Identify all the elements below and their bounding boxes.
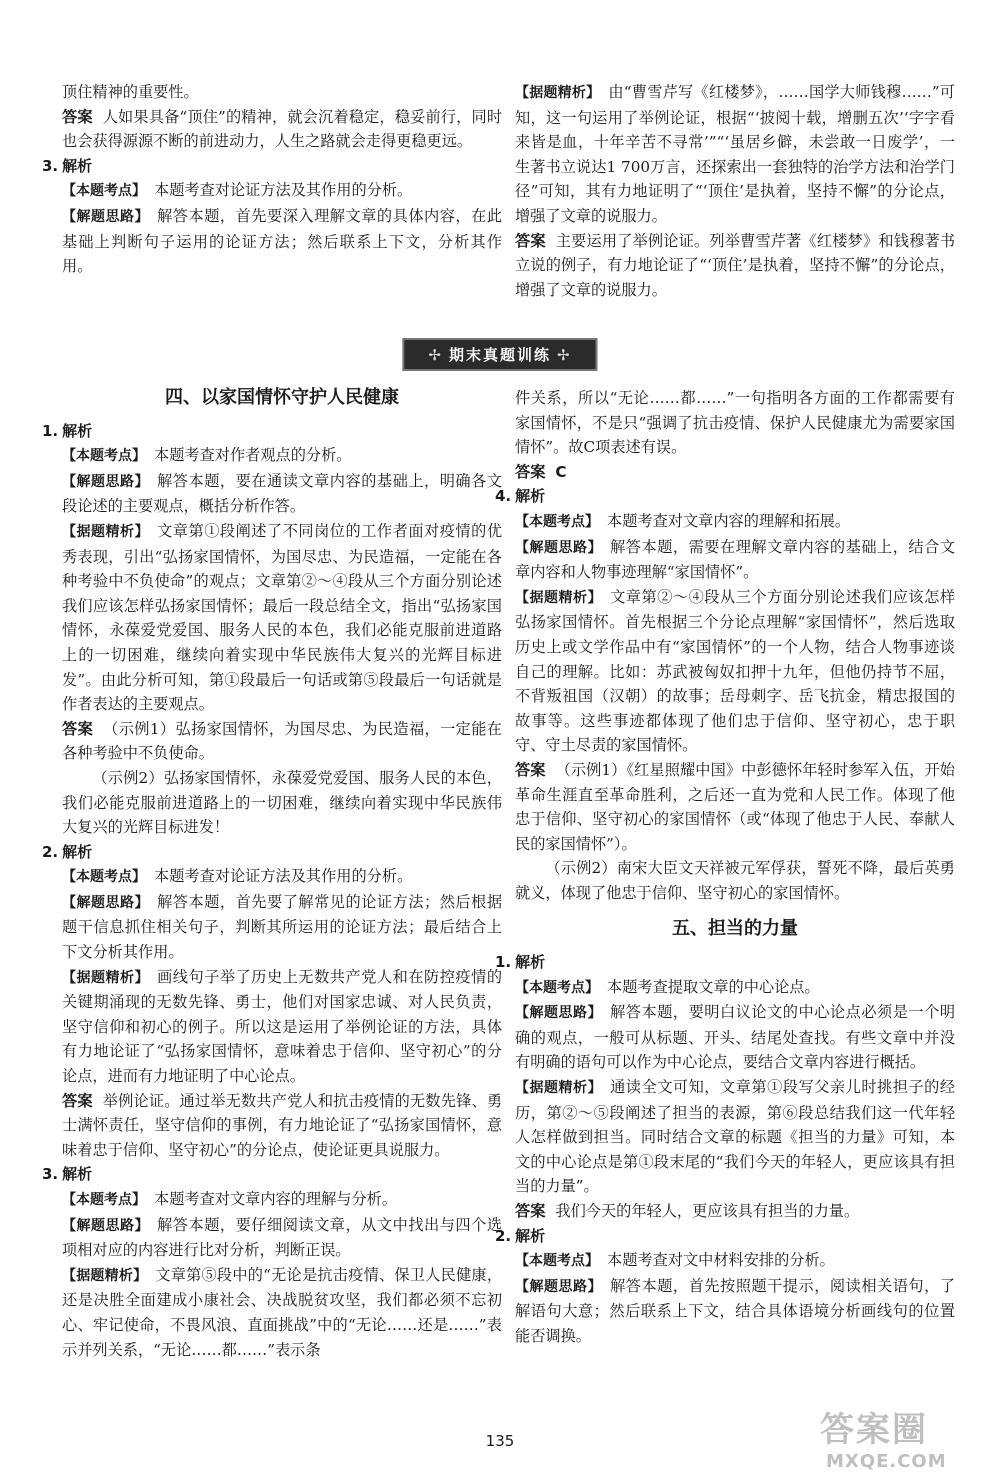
answer-example: （示例2）弘扬家国情怀，永葆爱党爱国、服务人民的本色，我们必能克服前进道路上的一切困难，继续向着实现中华民族伟大复兴的光辉目标进发！ (62, 768, 502, 837)
question-heading: 3. 解析 (42, 156, 93, 175)
solving-idea: 【解题思路】 解答本题，要仔细阅读文章，从文中找出与四个选项相对应的内容进行比对分析，判断正误。 (62, 1215, 503, 1260)
watermark-sub: MXQE.COM (826, 1451, 947, 1472)
lower-left-column (42, 380, 503, 1362)
key-point: 【本题考点】 本题考查对文章内容的理解和拓展。 (515, 511, 850, 530)
page-number: 135 (485, 1432, 515, 1450)
analysis-detail: 【据题精析】 由“曹雪芹写《红楼梦》，……国学大师钱穆……”可知，这一句运用了举例论证，根据“‘披阅十载，增删五次’‘字字看来皆是血，十年辛苦不寻常’”“‘虽居乡僻，未尝敢一日废学’，一生著书立说达1 700万言，还探索出一套独特的治学方法和治学门径”可知，其有力地证明了“‘顶住’是执着，坚持不懈”的分论点，增强了文章的说服力。 (515, 83, 955, 225)
continued-text: 件关系，所以“无论……都……”一句指明各方面的工作都需要有家国情怀，不是只“强调了抗击疫情、保护人民健康尤为需要家国情怀”。故C项表述有误。 (515, 389, 955, 457)
key-point: 【本题考点】 本题考查对论证方法及其作用的分析。 (62, 181, 413, 200)
answer-text: 人如果具备“顶住”的精神，就会沉着稳定，稳妥前行，同时也会获得源源不断的前进动力，人生之路就会走得更稳更远。 (62, 107, 503, 151)
answer-paragraph: 答案 C (515, 462, 567, 481)
watermark (820, 1402, 947, 1472)
question-heading: 4. 解析 (495, 487, 546, 506)
analysis-detail: 【据题精析】 画线句子举了历史上无数共产党人和在防控疫情的关键期涌现的无数先锋、勇士，他们对国家忠诚、对人民负责，坚守信仰和初心的例子。所以这是运用了举例论证的方法，具体有力地论证了“弘扬家国情怀，意味着忠于信仰、坚守初心”的分论点，进而有力地证明了中心论点。 (62, 967, 503, 1086)
section-banner: ✢ 期末真题训练 ✢ (402, 338, 597, 371)
key-point: 【本题考点】 本题考查对文中材料安排的分析。 (515, 1251, 835, 1270)
solving-idea: 【解题思路】 解答本题，要在通读文章内容的基础上，明确各文段论述的主要观点，概括分析作答。 (62, 471, 503, 516)
answer-paragraph: 答案 我们今天的年轻人，更应该具有担当的力量。 (515, 1202, 860, 1220)
key-point: 【本题考点】 本题考查对文章内容的理解与分析。 (62, 1190, 397, 1208)
section-title: 四、以家国情怀守护人民健康 (165, 387, 399, 408)
analysis-detail: 【据题精析】 文章第①段阐述了不同岗位的工作者面对疫情的优秀表现，引出“弘扬家国情怀，为国尽忠、为民造福，一定能在各种考验中不负使命”的观点；文章第②～④段从三个方面分别论述我们应该怎样弘扬家国情怀；最后一段总结全文，指出“弘扬家国情怀，永葆爱党爱国、服务人民的本色，我们必能克服前进道路上的一切困难，继续向着实现中华民族伟大复兴的光辉目标进发”。由此分析可知，第①段最后一句话或第⑤段最后一句话就是作者表达的主要观点。 (62, 521, 503, 714)
lower-right-column (495, 386, 956, 1349)
solving-idea: 【解题思路】 解答本题，首先要了解常见的论证方法；然后根据题干信息抓住相关句子，判断其所运用的论证方法；最后结合上下文分析其作用。 (62, 892, 503, 962)
solving-idea: 【解题思路】 解答本题，首先要深入理解文章的具体内容，在此基础上判断句子运用的论证方法；然后联系上下文，分析其作用。 (62, 206, 503, 276)
solving-idea: 【解题思路】 解答本题，要明白议论文的中心论点必须是一个明确的观点，一般可从标题、开头、结尾处查找。有些文章中并没有明确的语句可以作为中心论点，要结合文章内容进行概括。 (515, 1003, 956, 1072)
answer-paragraph: 答案 （示例1）弘扬家国情怀，为国尽忠、为民造福，一定能在各种考验中不负使命。 (62, 719, 502, 763)
answer-label: 答案 (62, 107, 93, 126)
answer-paragraph (62, 105, 502, 154)
answer-paragraph: 答案 举例论证。通过举无数共产党人和抗击疫情的无数先锋、勇士满怀责任，坚守信仰的事例，有力地论证了“弘扬家国情怀，意味着忠于信仰、坚守初心”的分论点，使论证更具说服力。 (62, 1091, 503, 1159)
question-heading: 1. 解析 (42, 421, 93, 440)
key-point: 【本题考点】 本题考查对论证方法及其作用的分析。 (62, 867, 413, 886)
top-left-column (42, 80, 503, 279)
answer-example: （示例2）南宋大臣文天祥被元军俘获，誓死不降，最后英勇就义，体现了他忠于信仰、坚守初心的家国情怀。 (515, 859, 955, 902)
key-point: 【本题考点】 本题考查提取文章的中心论点。 (515, 977, 820, 996)
question-heading: 3. 解析 (42, 1165, 93, 1184)
continued-text: 顶住精神的重要性。 (62, 83, 199, 101)
sparkle-icon: ✢ (557, 346, 572, 364)
sparkle-icon: ✢ (428, 346, 443, 364)
answer-paragraph: 答案 （示例1）《红星照耀中国》中彭德怀年轻时参军入伍，开始革命生涯直至革命胜利，之后还一直为党和人民工作。体现了他忠于信仰、坚守初心的家国情怀（或“体现了他忠于人民、奉献人民的家国情怀”）。 (515, 760, 955, 853)
analysis-detail: 【据题精析】 文章第⑤段中的“无论是抗击疫情、保卫人民健康，还是决胜全面建成小康社会、决战脱贫攻坚，我们都必须不忘初心、牢记使命，不畏风浪、直面挑战”中的“无论……还是……”表示并列关系，“无论……都……”表示条 (62, 1265, 503, 1359)
top-right-column (515, 80, 955, 302)
question-heading: 1. 解析 (495, 953, 546, 972)
question-heading: 2. 解析 (42, 842, 93, 861)
answer-paragraph: 答案 主要运用了举例论证。列举曹雪芹著《红楼梦》和钱穆著书立说的例子，有力地论证了“‘顶住’是执着，坚持不懈”的分论点，增强了文章的说服力。 (515, 231, 956, 299)
key-point: 【本题考点】 本题考查对作者观点的分析。 (62, 446, 352, 465)
solving-idea: 【解题思路】 解答本题，需要在理解文章内容的基础上，结合文章内容和人物事迹理解“家国情怀”。 (515, 537, 956, 582)
watermark-main: 答案圈 (820, 1410, 928, 1450)
analysis-detail: 【据题精析】 通读全文可知，文章第①段写父亲儿时挑担子的经历，第②～⑤段阐述了担当的表源，第⑥段总结我们这一代年轻人怎样做到担当。同时结合文章的标题《担当的力量》可知，本文的中心论点是第①段末尾的“我们今天的年轻人，更应该具有担当的力量”。 (515, 1078, 956, 1196)
solving-idea: 【解题思路】 解答本题，首先按照题干提示，阅读相关语句，了解语句大意；然后联系上下文，结合具体语境分析画线句的位置能否调换。 (515, 1276, 956, 1345)
question-heading: 2. 解析 (495, 1226, 546, 1245)
section-title: 五、担当的力量 (672, 918, 798, 940)
analysis-detail: 【据题精析】 文章第②～④段从三个方面分别论述我们应该怎样弘扬家国情怀。首先根据三个分论点理解“家国情怀”，然后选取历史上或文学作品中有“家国情怀”的一个人物，结合人物事迹谈自己的理解。比如：苏武被匈奴扣押十九年，但他仍持节不屈，不背叛祖国（汉朝）的故事；岳母刺字、岳飞抗金，精忠报国的故事等。这些事迹都体现了他们忠于信仰、坚守初心，忠于职守、守土尽责的家国情怀。 (515, 587, 956, 755)
